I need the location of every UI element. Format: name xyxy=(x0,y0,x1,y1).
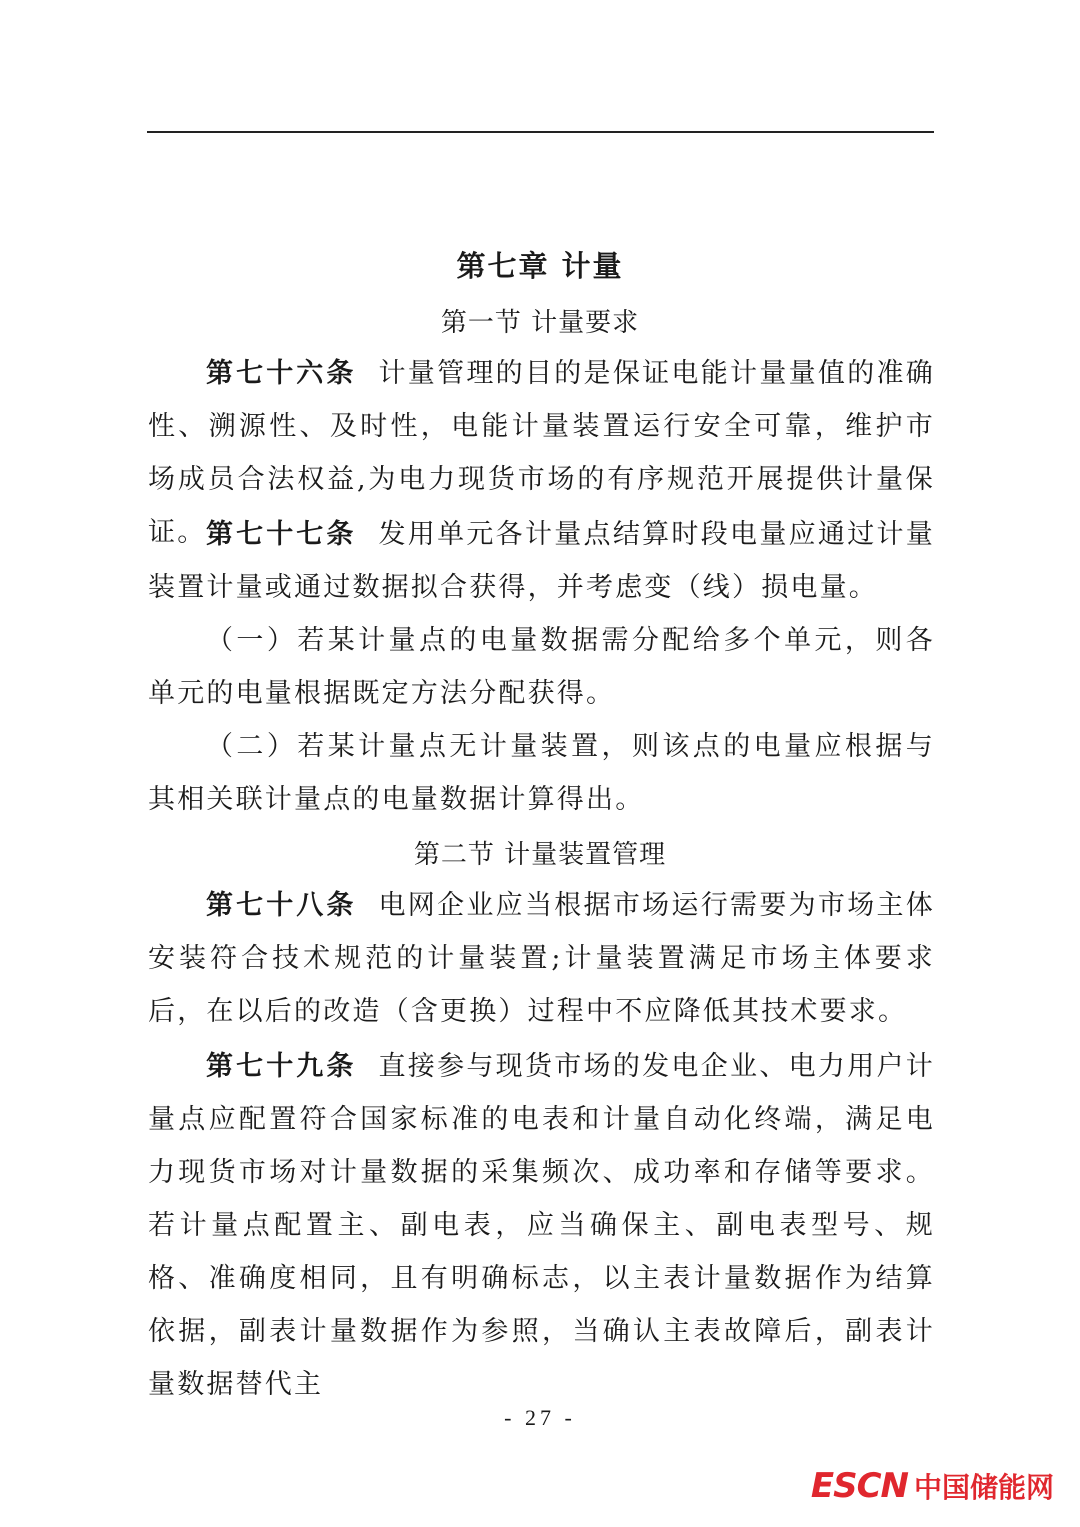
clause-1 xyxy=(148,614,935,720)
watermark-brand: ESCN xyxy=(810,1466,908,1506)
section-title-1: 第一节 计量要求 xyxy=(440,308,640,338)
article-79 xyxy=(148,1040,935,1411)
clause-text: （一）若某计量点的电量数据需分配给多个单元，则各单元的电量根据既定方法分配获得。 xyxy=(148,625,935,709)
article-label: 第七十八条 xyxy=(206,890,357,921)
article-label: 第七十七条 xyxy=(206,519,357,550)
section-title-2: 第二节 计量装置管理 xyxy=(413,840,667,870)
header-rule xyxy=(147,131,934,133)
article-label: 第七十六条 xyxy=(206,358,357,389)
article-text: 电网企业应当根据市场运行需要为市场主体安装符合技术规范的计量装置;计量装置满足市场主体要求后，在以后的改造（含更换）过程中不应降低其技术要求。 xyxy=(148,890,935,1027)
article-78 xyxy=(148,879,935,1038)
article-text: 发用单元各计量点结算时段电量应通过计量装置计量或通过数据拟合获得，并考虑变（线）损电量。 xyxy=(148,519,935,603)
article-77 xyxy=(148,508,935,614)
article-label: 第七十九条 xyxy=(206,1051,357,1082)
clause-2 xyxy=(148,720,935,826)
article-text: 计量管理的目的是保证电能计量量值的准确性、溯源性、及时性，电能计量装置运行安全可靠，维护市场成员合法权益,为电力现货市场的有序规范开展提供计量保证。 xyxy=(148,358,935,548)
clause-text: （二）若某计量点无计量装置，则该点的电量应根据与其相关联计量点的电量数据计算得出。 xyxy=(148,731,935,815)
page-number: - 27 - xyxy=(504,1405,576,1430)
escn-watermark-logo xyxy=(811,1466,1054,1510)
article-text: 直接参与现货市场的发电企业、电力用户计量点应配置符合国家标准的电表和计量自动化终端，满足电力现货市场对计量数据的采集频次、成功率和存储等要求。若计量点配置主、副电表，应当确保主、副电表型号、规格、准确度相同，且有明确标志，以主表计量数据作为结算依据，副表计量数据作为参照，当确认主表故障后，副表计量数据替代主 xyxy=(148,1051,935,1400)
watermark-site: 中国储能网 xyxy=(913,1471,1054,1504)
chapter-title: 第七章 计量 xyxy=(456,249,624,283)
